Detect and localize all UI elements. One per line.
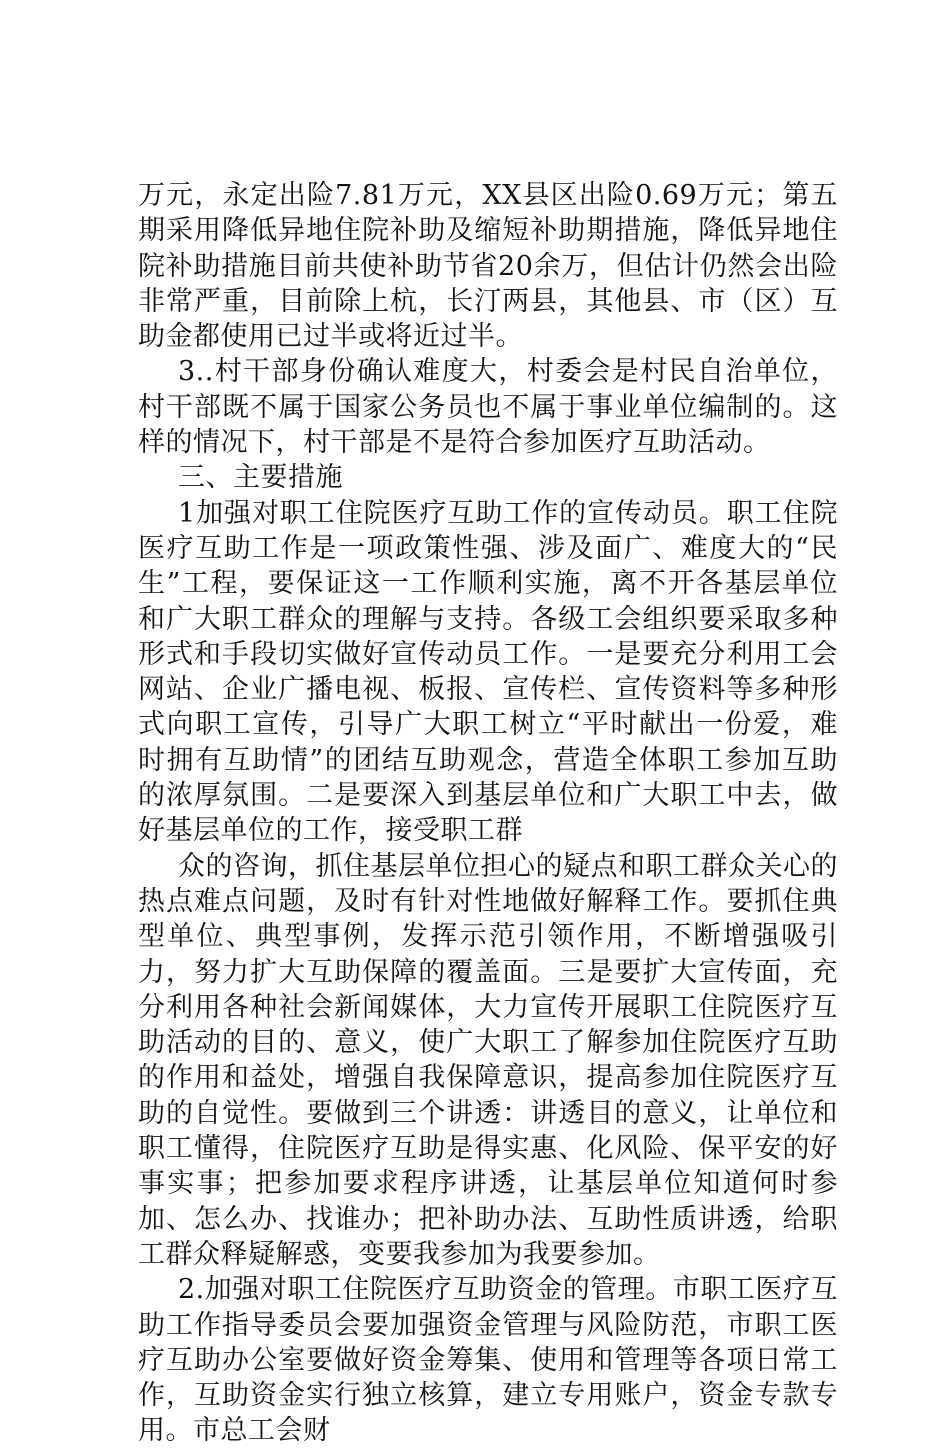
section-heading-main-measures: 三、主要措施 <box>178 462 343 494</box>
paragraph-publicity-mobilization: 1加强对职工住院医疗互助工作的宣传动员。职工住院医疗互助工作是一项政策性强、涉及面广、难度大的“民生”工程，要保证这一工作顺利实施，离不开各基层单位和广大职工群众的理解与支持。各级工会组织要采取多种形式和手段切实做好宣传动员工作。一是要充分利用工会网站、企业广播电视、板报、宣传栏、宣传资料等多种形式向职工宣传，引导广大职工树立“平时献出一份爱，难时拥有互助情”的团结互助观念，营造全体职工参加互助的浓厚氛围。二是要深入到基层单位和广大职工中去，做好基层单位的工作，接受职工群 <box>138 497 838 847</box>
body-text <box>138 178 838 1449</box>
paragraph-claims-status: 万元，永定出险7.81万元，XX县区出险0.69万元；第五期采用降低异地住院补助及缩短补助期措施，降低异地住院补助措施目前共使补助节省20余万，但估计仍然会出险非常严重，目前除上杭，长汀两县，其他县、市（区）互助金都使用已过半或将近过半。 <box>138 180 838 353</box>
paragraph-village-cadre-issue: 3..村干部身份确认难度大，村委会是村民自治单位，村干部既不属于国家公务员也不属于事业单位编制的。这样的情况下，村干部是不是符合参加医疗互助活动。 <box>138 356 838 459</box>
paragraph-fund-management: 2.加强对职工住院医疗互助资金的管理。市职工医疗互助工作指导委员会要加强资金管理与风险防范，市职工医疗互助办公室要做好资金筹集、使用和管理等各项日常工作，互助资金实行独立核算，建立专用账户，资金专款专用。市总工会财 <box>138 1274 838 1447</box>
paragraph-publicity-continued: 众的咨询，抓住基层单位担心的疑点和职工群众关心的热点难点问题，及时有针对性地做好解释工作。要抓住典型单位、典型事例，发挥示范引领作用，不断增强吸引力，努力扩大互助保障的覆盖面。三是要扩大宣传面，充分利用各种社会新闻媒体，大力宣传开展职工住院医疗互助活动的目的、意义，使广大职工了解参加住院医疗互助的作用和益处，增强自我保障意识，提高参加住院医疗互助的自觉性。要做到三个讲透：讲透目的意义，让单位和职工懂得，住院医疗互助是得实惠、化风险、保平安的好事实事；把参加要求程序讲透，让基层单位知道何时参加、怎么办、找谁办；把补助办法、互助性质讲透，给职工群众释疑解惑，变要我参加为我要参加。 <box>138 850 838 1270</box>
